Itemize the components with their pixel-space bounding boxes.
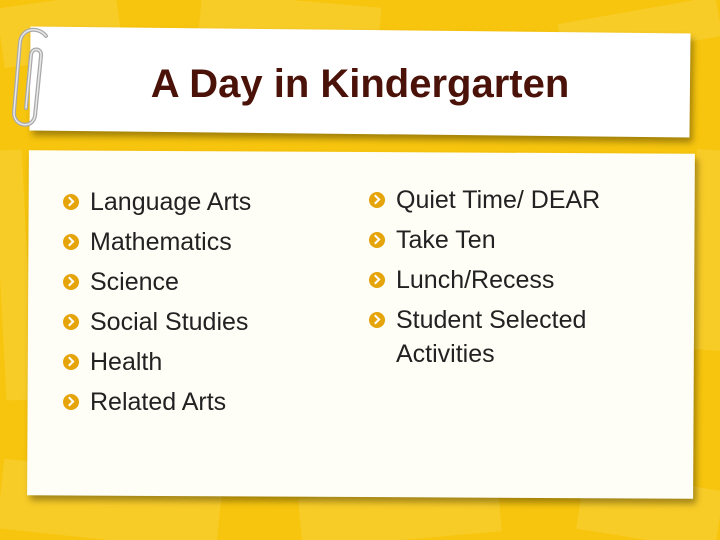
list-item-text-continued: Activities: [396, 340, 495, 368]
chevron-circle-icon: [63, 354, 79, 370]
list-item: [366, 180, 600, 220]
paperclip-icon: [8, 26, 68, 136]
page-title: A Day in Kindergarten: [150, 62, 570, 106]
right-list: [366, 180, 600, 371]
list-item: [366, 220, 600, 260]
list-item: [60, 262, 251, 302]
chevron-circle-icon: [63, 274, 79, 290]
list-item-text: Social Studies: [90, 308, 249, 336]
list-item: [366, 300, 600, 371]
list-item: [60, 382, 251, 422]
list-item-text: Quiet Time/ DEAR: [396, 186, 601, 214]
list-item: [60, 342, 251, 382]
left-list: [60, 182, 251, 422]
list-item: [366, 260, 600, 300]
chevron-circle-icon: [369, 312, 385, 328]
chevron-circle-icon: [63, 394, 79, 410]
chevron-circle-icon: [369, 192, 385, 208]
list-item-text: Mathematics: [90, 228, 232, 256]
chevron-circle-icon: [369, 272, 385, 288]
chevron-circle-icon: [63, 234, 79, 250]
list-item-text: Lunch/Recess: [396, 266, 555, 294]
list-item-text: Health: [90, 348, 163, 376]
chevron-circle-icon: [63, 194, 79, 210]
list-item: [60, 222, 251, 262]
list-item-text: Take Ten: [396, 226, 496, 254]
list-item-text: Science: [90, 268, 179, 296]
list-item: [60, 182, 251, 222]
list-item-text: Student Selected: [396, 306, 587, 334]
chevron-circle-icon: [369, 232, 385, 248]
chevron-circle-icon: [63, 314, 79, 330]
list-item-text: Related Arts: [90, 388, 227, 416]
list-item-text: Language Arts: [90, 188, 252, 216]
list-item: [60, 302, 251, 342]
